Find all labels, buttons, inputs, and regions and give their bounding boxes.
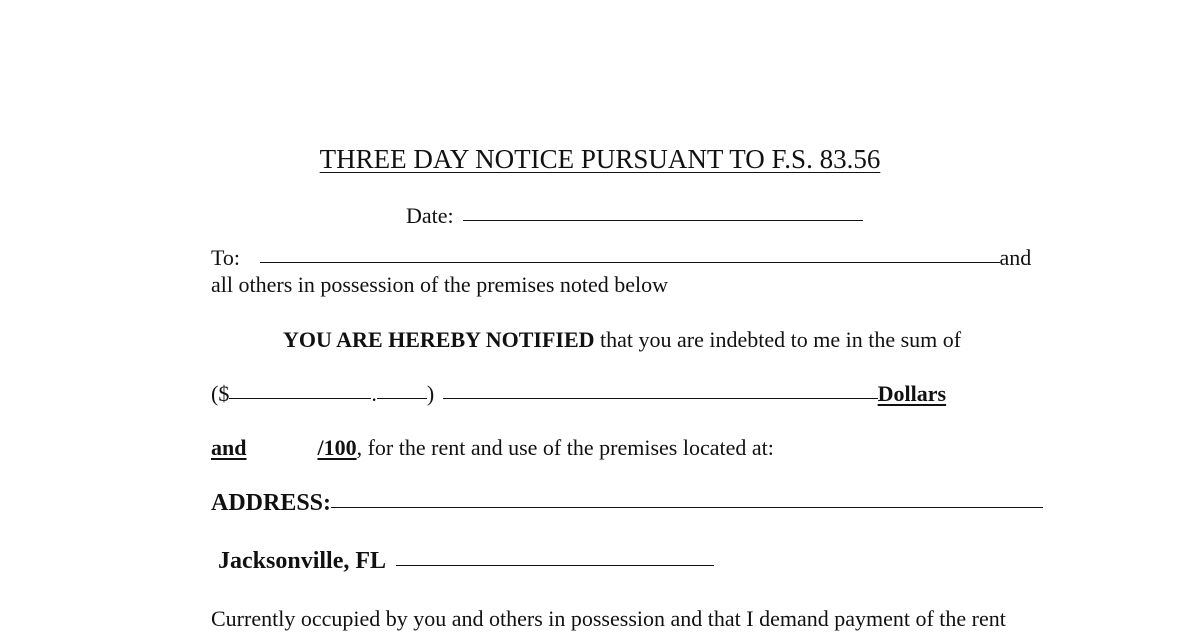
amount-dollars-blank[interactable]	[229, 398, 371, 399]
document-title	[0, 143, 1200, 175]
date-label: Date:	[406, 203, 454, 228]
city-label: Jacksonville, FL	[218, 548, 387, 574]
amount-close: )	[426, 381, 435, 406]
address-blank[interactable]	[331, 507, 1043, 508]
cents-row	[211, 435, 774, 461]
cents-label: /100	[317, 435, 357, 460]
dollars-label: Dollars	[877, 381, 947, 406]
closing-line: Currently occupied by you and others in possession and that I demand payment of the rent	[211, 606, 1006, 631]
cents-group	[211, 435, 357, 460]
address-row	[211, 490, 1043, 516]
notice-row	[283, 327, 961, 353]
amount-open: ($	[211, 381, 230, 406]
amount-words-blank[interactable]	[443, 398, 878, 399]
to-blank[interactable]	[260, 262, 1000, 263]
to-row	[211, 245, 1031, 271]
city-blank[interactable]	[396, 565, 714, 566]
date-blank[interactable]	[463, 220, 863, 221]
city-row	[218, 548, 714, 574]
date-row	[406, 203, 863, 229]
title-text: THREE DAY NOTICE PURSUANT TO F.S. 83.56	[319, 144, 881, 174]
others-line: all others in possession of the premises noted below	[211, 272, 669, 297]
amount-dot: .	[371, 381, 377, 406]
address-label: ADDRESS:	[211, 490, 332, 516]
to-suffix: and	[999, 245, 1032, 270]
notice-rest: that you are indebted to me in the sum of	[594, 327, 962, 352]
and-label: and	[211, 435, 247, 460]
to-label: To:	[211, 245, 241, 270]
amount-cents-blank[interactable]	[377, 398, 427, 399]
rent-text: , for the rent and use of the premises located at:	[356, 435, 774, 460]
notice-bold: YOU ARE HEREBY NOTIFIED	[283, 327, 595, 352]
amount-row	[211, 381, 946, 407]
